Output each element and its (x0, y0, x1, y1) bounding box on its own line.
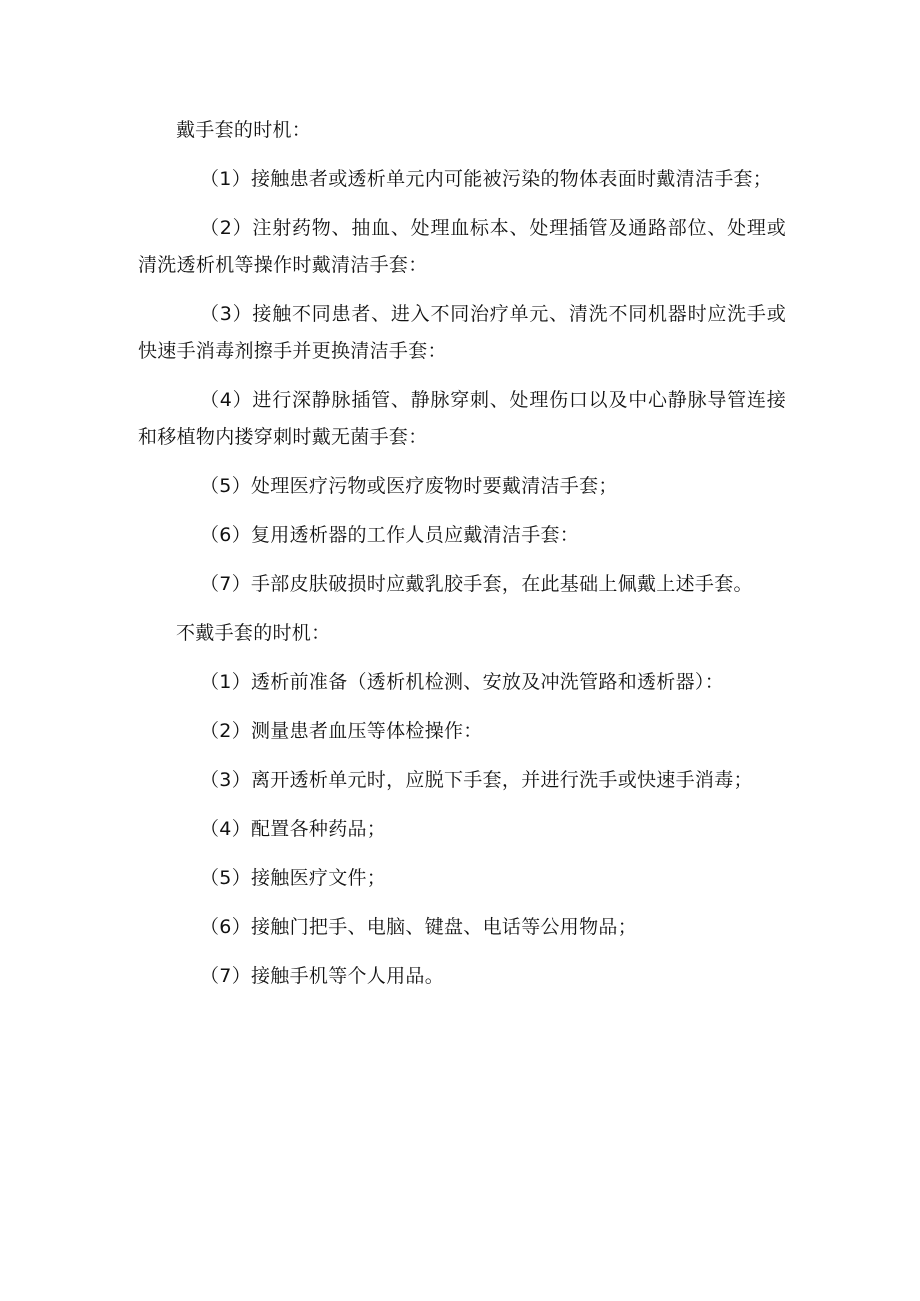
no-wear-item-2: （2）测量患者血压等体检操作： (200, 720, 483, 742)
wear-item-6: （6）复用透析器的工作人员应戴清洁手套： (200, 524, 580, 546)
document-body (138, 112, 786, 1007)
wear-item-7: （7）手部皮肤破损时应戴乳胶手套，在此基础上佩戴上述手套。 (200, 573, 753, 595)
section-heading-wear-gloves: 戴手套的时机： (176, 119, 312, 141)
no-wear-item-3: （3）离开透析单元时，应脱下手套，并进行洗手或快速手消毒； (200, 769, 753, 791)
wear-item-3: （3）接触不同患者、进入不同治疗单元、清洗不同机器时应洗手或快速手消毒剂擦手并更换清洁手套： (138, 303, 786, 362)
section-heading-no-gloves: 不戴手套的时机： (176, 622, 331, 644)
no-wear-item-6: （6）接触门把手、电脑、键盘、电话等公用物品； (200, 916, 637, 938)
no-wear-item-4: （4）配置各种药品； (200, 818, 387, 840)
wear-item-4: （4）进行深静脉插管、静脉穿刺、处理伤口以及中心静脉导管连接和移植物内搂穿刺时戴无菌手套： (138, 389, 786, 448)
wear-item-1: （1）接触患者或透析单元内可能被污染的物体表面时戴清洁手套； (200, 168, 773, 190)
no-wear-item-5: （5）接触医疗文件； (200, 867, 387, 889)
wear-item-5: （5）处理医疗污物或医疗废物时要戴清洁手套； (200, 475, 618, 497)
no-wear-item-7: （7）接触手机等个人用品。 (200, 965, 444, 987)
no-wear-item-1: （1）透析前准备（透析机检测、安放及冲洗管路和透析器）： (200, 671, 724, 693)
wear-item-2: （2）注射药物、抽血、处理血标本、处理插管及通路部位、处理或清洗透析机等操作时戴清洁手套： (138, 217, 786, 276)
